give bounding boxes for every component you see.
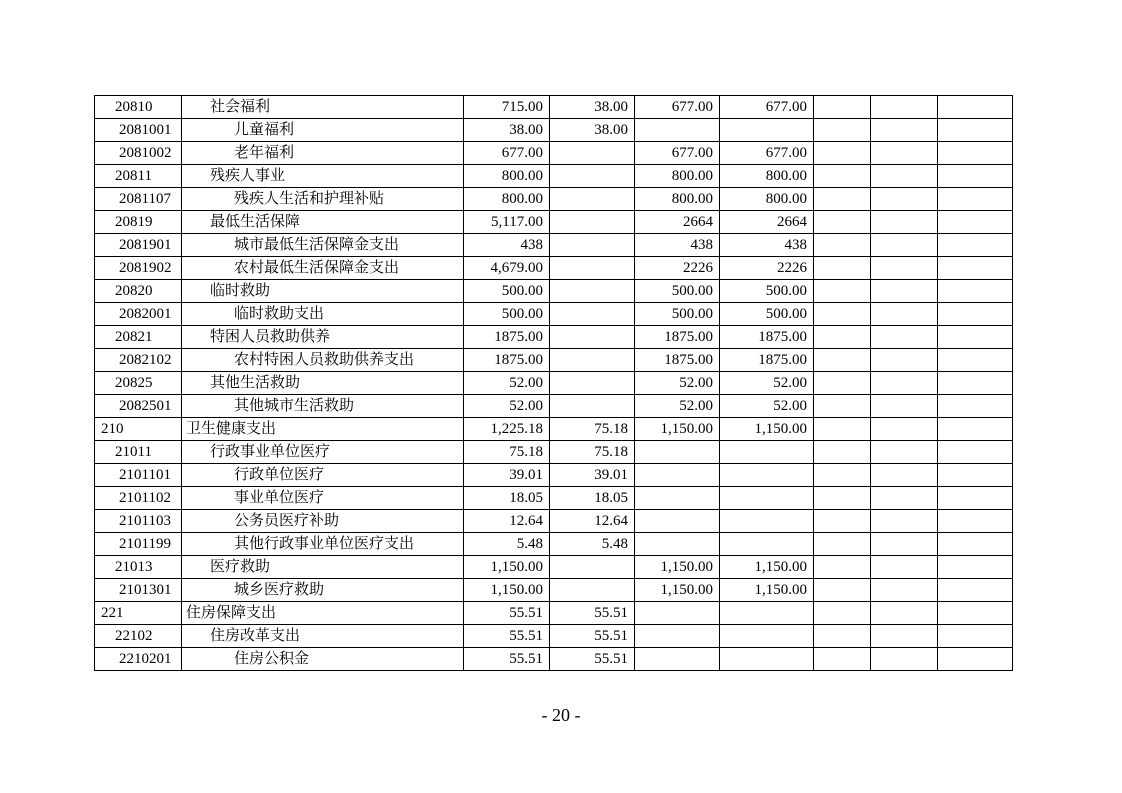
account-code-cell: 2101199 (95, 533, 182, 556)
amount-cell-6 (871, 142, 938, 165)
amount-cell-3 (635, 487, 720, 510)
account-code-cell: 20819 (95, 211, 182, 234)
amount-cell-1: 800.00 (464, 188, 550, 211)
amount-cell-4 (720, 119, 814, 142)
amount-cell-5 (814, 165, 871, 188)
account-code-cell: 2082102 (95, 349, 182, 372)
table-row (95, 280, 1013, 303)
account-name-cell: 住房公积金 (182, 648, 464, 671)
amount-cell-5 (814, 96, 871, 119)
amount-cell-2 (550, 395, 635, 418)
account-code-cell: 21011 (95, 441, 182, 464)
amount-cell-3: 800.00 (635, 165, 720, 188)
amount-cell-7 (938, 119, 1013, 142)
amount-cell-1: 1,150.00 (464, 556, 550, 579)
account-code-cell: 20820 (95, 280, 182, 303)
amount-cell-2 (550, 142, 635, 165)
amount-cell-5 (814, 556, 871, 579)
amount-cell-5 (814, 395, 871, 418)
account-code-cell: 2081107 (95, 188, 182, 211)
amount-cell-3: 800.00 (635, 188, 720, 211)
amount-cell-3 (635, 625, 720, 648)
amount-cell-4: 1,150.00 (720, 418, 814, 441)
amount-cell-5 (814, 280, 871, 303)
account-name-cell: 残疾人事业 (182, 165, 464, 188)
account-code-cell: 2081001 (95, 119, 182, 142)
amount-cell-1: 12.64 (464, 510, 550, 533)
table-row (95, 441, 1013, 464)
table-row (95, 395, 1013, 418)
amount-cell-5 (814, 349, 871, 372)
amount-cell-6 (871, 533, 938, 556)
account-name-cell: 城乡医疗救助 (182, 579, 464, 602)
amount-cell-4: 800.00 (720, 165, 814, 188)
amount-cell-3 (635, 533, 720, 556)
account-name-cell: 事业单位医疗 (182, 487, 464, 510)
page-number: - 20 - (541, 705, 581, 725)
amount-cell-7 (938, 142, 1013, 165)
table-row (95, 326, 1013, 349)
table-row (95, 349, 1013, 372)
amount-cell-2: 38.00 (550, 96, 635, 119)
amount-cell-3 (635, 602, 720, 625)
account-name-cell: 老年福利 (182, 142, 464, 165)
amount-cell-1: 55.51 (464, 625, 550, 648)
amount-cell-6 (871, 234, 938, 257)
amount-cell-1: 38.00 (464, 119, 550, 142)
table-row (95, 211, 1013, 234)
amount-cell-7 (938, 533, 1013, 556)
amount-cell-7 (938, 372, 1013, 395)
amount-cell-3: 1,150.00 (635, 418, 720, 441)
account-name-cell: 住房保障支出 (182, 602, 464, 625)
table-row (95, 142, 1013, 165)
table-row (95, 372, 1013, 395)
amount-cell-2: 39.01 (550, 464, 635, 487)
account-name-cell: 农村特困人员救助供养支出 (182, 349, 464, 372)
amount-cell-5 (814, 188, 871, 211)
account-code-cell: 2081901 (95, 234, 182, 257)
amount-cell-6 (871, 625, 938, 648)
amount-cell-2: 38.00 (550, 119, 635, 142)
amount-cell-5 (814, 533, 871, 556)
amount-cell-7 (938, 234, 1013, 257)
amount-cell-3: 677.00 (635, 142, 720, 165)
amount-cell-3 (635, 648, 720, 671)
amount-cell-1: 5.48 (464, 533, 550, 556)
amount-cell-2: 12.64 (550, 510, 635, 533)
amount-cell-4: 2226 (720, 257, 814, 280)
amount-cell-4 (720, 625, 814, 648)
table-row (95, 464, 1013, 487)
amount-cell-7 (938, 510, 1013, 533)
account-code-cell: 2081902 (95, 257, 182, 280)
amount-cell-1: 1,150.00 (464, 579, 550, 602)
amount-cell-6 (871, 395, 938, 418)
amount-cell-7 (938, 648, 1013, 671)
amount-cell-5 (814, 464, 871, 487)
amount-cell-7 (938, 556, 1013, 579)
amount-cell-5 (814, 326, 871, 349)
amount-cell-7 (938, 326, 1013, 349)
amount-cell-2 (550, 257, 635, 280)
amount-cell-4: 52.00 (720, 372, 814, 395)
amount-cell-5 (814, 142, 871, 165)
amount-cell-3: 2664 (635, 211, 720, 234)
amount-cell-7 (938, 487, 1013, 510)
table-row (95, 96, 1013, 119)
amount-cell-6 (871, 648, 938, 671)
amount-cell-7 (938, 441, 1013, 464)
table-row (95, 303, 1013, 326)
amount-cell-4 (720, 487, 814, 510)
amount-cell-7 (938, 464, 1013, 487)
amount-cell-6 (871, 119, 938, 142)
account-code-cell: 2101301 (95, 579, 182, 602)
account-name-cell: 残疾人生活和护理补贴 (182, 188, 464, 211)
account-code-cell: 2081002 (95, 142, 182, 165)
amount-cell-4: 800.00 (720, 188, 814, 211)
amount-cell-2 (550, 372, 635, 395)
amount-cell-7 (938, 188, 1013, 211)
amount-cell-7 (938, 349, 1013, 372)
amount-cell-7 (938, 418, 1013, 441)
account-name-cell: 社会福利 (182, 96, 464, 119)
amount-cell-1: 438 (464, 234, 550, 257)
amount-cell-3: 52.00 (635, 372, 720, 395)
account-name-cell: 住房改革支出 (182, 625, 464, 648)
amount-cell-1: 800.00 (464, 165, 550, 188)
amount-cell-5 (814, 211, 871, 234)
amount-cell-6 (871, 165, 938, 188)
amount-cell-7 (938, 395, 1013, 418)
amount-cell-5 (814, 303, 871, 326)
amount-cell-6 (871, 441, 938, 464)
amount-cell-3: 438 (635, 234, 720, 257)
amount-cell-1: 18.05 (464, 487, 550, 510)
amount-cell-4: 677.00 (720, 142, 814, 165)
amount-cell-5 (814, 602, 871, 625)
amount-cell-6 (871, 579, 938, 602)
amount-cell-7 (938, 625, 1013, 648)
amount-cell-6 (871, 303, 938, 326)
amount-cell-1: 39.01 (464, 464, 550, 487)
amount-cell-2 (550, 165, 635, 188)
amount-cell-4: 500.00 (720, 280, 814, 303)
amount-cell-3: 2226 (635, 257, 720, 280)
amount-cell-1: 75.18 (464, 441, 550, 464)
account-code-cell: 20825 (95, 372, 182, 395)
account-code-cell: 221 (95, 602, 182, 625)
table-row (95, 165, 1013, 188)
amount-cell-2: 75.18 (550, 441, 635, 464)
table-row (95, 188, 1013, 211)
amount-cell-3: 1,150.00 (635, 579, 720, 602)
amount-cell-6 (871, 257, 938, 280)
amount-cell-7 (938, 579, 1013, 602)
account-name-cell: 临时救助支出 (182, 303, 464, 326)
amount-cell-2 (550, 556, 635, 579)
amount-cell-7 (938, 96, 1013, 119)
amount-cell-2 (550, 211, 635, 234)
amount-cell-5 (814, 119, 871, 142)
account-name-cell: 最低生活保障 (182, 211, 464, 234)
amount-cell-4: 1,150.00 (720, 579, 814, 602)
amount-cell-3: 52.00 (635, 395, 720, 418)
account-name-cell: 其他行政事业单位医疗支出 (182, 533, 464, 556)
table-row (95, 648, 1013, 671)
account-code-cell: 2082001 (95, 303, 182, 326)
account-name-cell: 临时救助 (182, 280, 464, 303)
amount-cell-4: 677.00 (720, 96, 814, 119)
table-body (95, 96, 1013, 671)
amount-cell-6 (871, 602, 938, 625)
amount-cell-1: 52.00 (464, 372, 550, 395)
account-code-cell: 20810 (95, 96, 182, 119)
amount-cell-2: 18.05 (550, 487, 635, 510)
table-row (95, 510, 1013, 533)
amount-cell-6 (871, 510, 938, 533)
account-code-cell: 20821 (95, 326, 182, 349)
amount-cell-2: 55.51 (550, 602, 635, 625)
amount-cell-3 (635, 464, 720, 487)
amount-cell-2: 55.51 (550, 625, 635, 648)
account-code-cell: 2101102 (95, 487, 182, 510)
amount-cell-7 (938, 211, 1013, 234)
account-name-cell: 特困人员救助供养 (182, 326, 464, 349)
amount-cell-3: 1875.00 (635, 349, 720, 372)
amount-cell-5 (814, 418, 871, 441)
amount-cell-4: 1875.00 (720, 326, 814, 349)
amount-cell-1: 1875.00 (464, 349, 550, 372)
account-code-cell: 20811 (95, 165, 182, 188)
table-row (95, 625, 1013, 648)
amount-cell-7 (938, 257, 1013, 280)
amount-cell-4 (720, 648, 814, 671)
amount-cell-2 (550, 188, 635, 211)
amount-cell-5 (814, 441, 871, 464)
amount-cell-2 (550, 303, 635, 326)
amount-cell-2 (550, 579, 635, 602)
account-name-cell: 公务员医疗补助 (182, 510, 464, 533)
amount-cell-2 (550, 326, 635, 349)
amount-cell-4: 52.00 (720, 395, 814, 418)
amount-cell-5 (814, 257, 871, 280)
amount-cell-1: 500.00 (464, 280, 550, 303)
amount-cell-3 (635, 441, 720, 464)
amount-cell-5 (814, 625, 871, 648)
amount-cell-6 (871, 280, 938, 303)
amount-cell-1: 677.00 (464, 142, 550, 165)
amount-cell-4: 438 (720, 234, 814, 257)
amount-cell-6 (871, 349, 938, 372)
amount-cell-6 (871, 556, 938, 579)
table-row (95, 119, 1013, 142)
amount-cell-5 (814, 510, 871, 533)
amount-cell-3: 500.00 (635, 303, 720, 326)
amount-cell-6 (871, 372, 938, 395)
account-name-cell: 农村最低生活保障金支出 (182, 257, 464, 280)
amount-cell-5 (814, 372, 871, 395)
amount-cell-2 (550, 234, 635, 257)
table-row (95, 579, 1013, 602)
amount-cell-4 (720, 441, 814, 464)
amount-cell-3: 1,150.00 (635, 556, 720, 579)
account-name-cell: 儿童福利 (182, 119, 464, 142)
amount-cell-2 (550, 349, 635, 372)
amount-cell-5 (814, 648, 871, 671)
table-row (95, 234, 1013, 257)
amount-cell-2: 55.51 (550, 648, 635, 671)
amount-cell-4: 1875.00 (720, 349, 814, 372)
amount-cell-1: 55.51 (464, 602, 550, 625)
amount-cell-3 (635, 510, 720, 533)
account-code-cell: 2101101 (95, 464, 182, 487)
amount-cell-1: 1875.00 (464, 326, 550, 349)
amount-cell-3: 677.00 (635, 96, 720, 119)
account-code-cell: 2210201 (95, 648, 182, 671)
amount-cell-3: 500.00 (635, 280, 720, 303)
amount-cell-1: 4,679.00 (464, 257, 550, 280)
amount-cell-5 (814, 234, 871, 257)
amount-cell-6 (871, 326, 938, 349)
table-row (95, 602, 1013, 625)
table-row (95, 257, 1013, 280)
account-name-cell: 医疗救助 (182, 556, 464, 579)
amount-cell-4 (720, 533, 814, 556)
amount-cell-3 (635, 119, 720, 142)
amount-cell-6 (871, 96, 938, 119)
amount-cell-7 (938, 602, 1013, 625)
amount-cell-6 (871, 211, 938, 234)
amount-cell-5 (814, 579, 871, 602)
amount-cell-6 (871, 188, 938, 211)
account-name-cell: 行政单位医疗 (182, 464, 464, 487)
amount-cell-4: 500.00 (720, 303, 814, 326)
amount-cell-1: 500.00 (464, 303, 550, 326)
table-row (95, 487, 1013, 510)
amount-cell-4 (720, 602, 814, 625)
table-row (95, 418, 1013, 441)
account-name-cell: 行政事业单位医疗 (182, 441, 464, 464)
account-name-cell: 其他生活救助 (182, 372, 464, 395)
account-code-cell: 22102 (95, 625, 182, 648)
amount-cell-4 (720, 464, 814, 487)
account-code-cell: 210 (95, 418, 182, 441)
amount-cell-1: 1,225.18 (464, 418, 550, 441)
amount-cell-4: 2664 (720, 211, 814, 234)
amount-cell-7 (938, 303, 1013, 326)
account-code-cell: 2082501 (95, 395, 182, 418)
amount-cell-7 (938, 165, 1013, 188)
amount-cell-4 (720, 510, 814, 533)
table-row (95, 533, 1013, 556)
account-code-cell: 21013 (95, 556, 182, 579)
amount-cell-6 (871, 464, 938, 487)
amount-cell-6 (871, 487, 938, 510)
amount-cell-2: 5.48 (550, 533, 635, 556)
amount-cell-2 (550, 280, 635, 303)
table-row (95, 556, 1013, 579)
budget-expenditure-table (94, 95, 1013, 671)
amount-cell-2: 75.18 (550, 418, 635, 441)
amount-cell-4: 1,150.00 (720, 556, 814, 579)
account-name-cell: 其他城市生活救助 (182, 395, 464, 418)
account-name-cell: 城市最低生活保障金支出 (182, 234, 464, 257)
amount-cell-6 (871, 418, 938, 441)
amount-cell-5 (814, 487, 871, 510)
amount-cell-1: 5,117.00 (464, 211, 550, 234)
amount-cell-1: 715.00 (464, 96, 550, 119)
amount-cell-1: 52.00 (464, 395, 550, 418)
account-name-cell: 卫生健康支出 (182, 418, 464, 441)
amount-cell-3: 1875.00 (635, 326, 720, 349)
amount-cell-1: 55.51 (464, 648, 550, 671)
account-code-cell: 2101103 (95, 510, 182, 533)
amount-cell-7 (938, 280, 1013, 303)
